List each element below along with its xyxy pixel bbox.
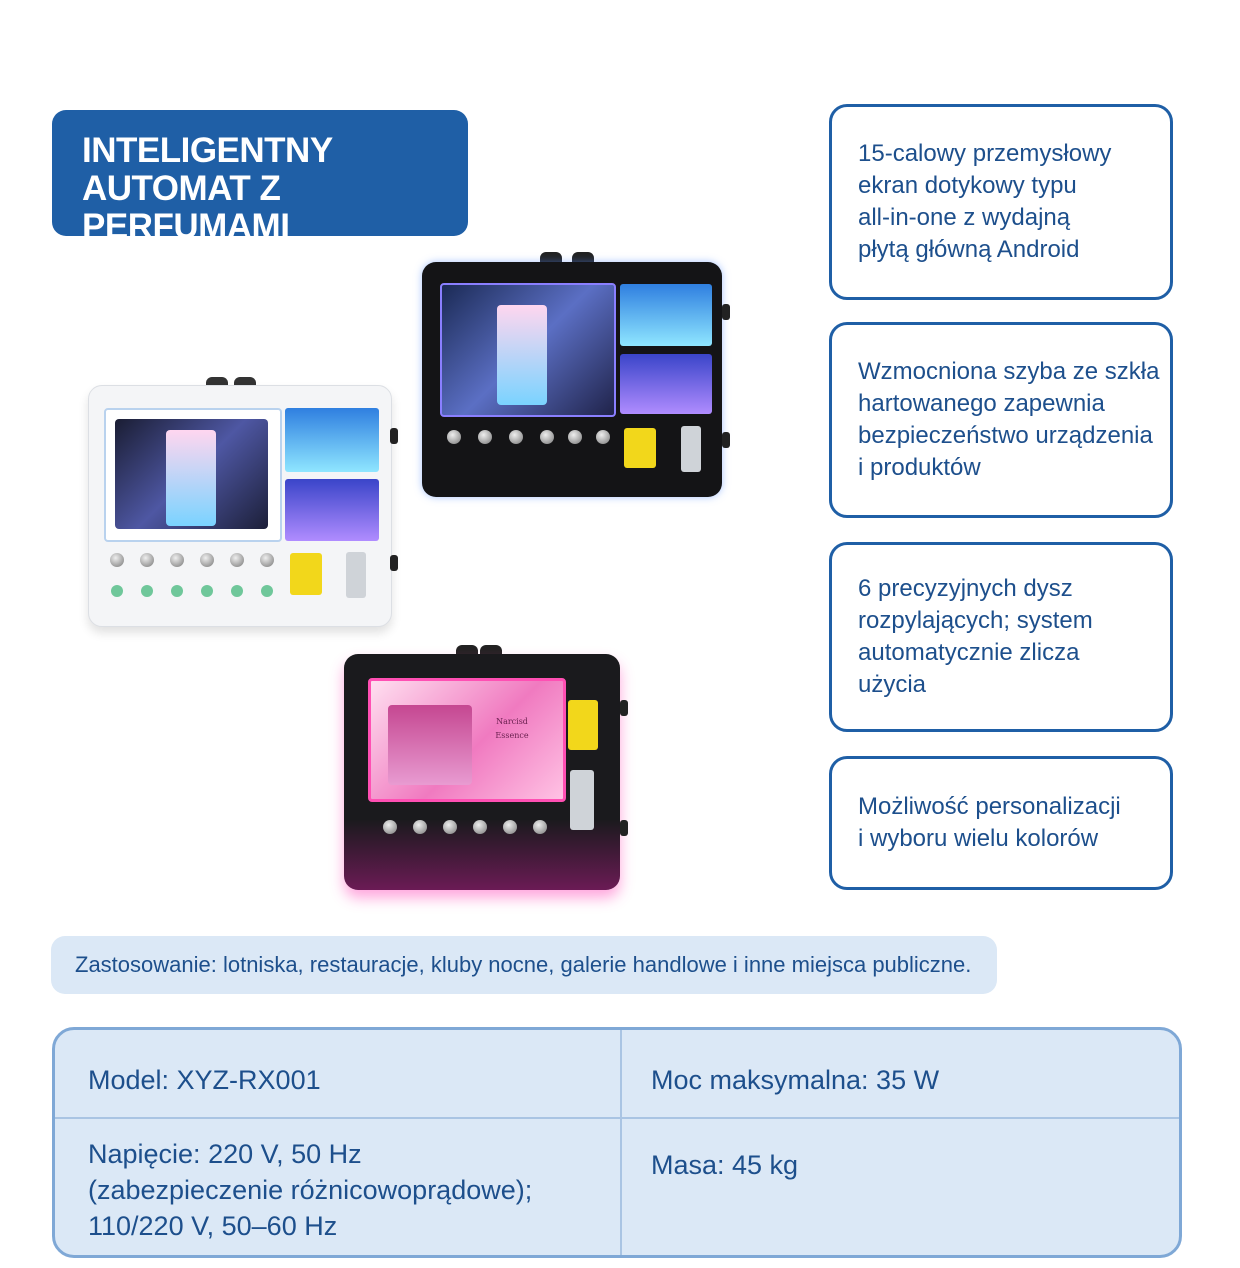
feature-text: hartowanego zapewnia <box>858 390 1105 417</box>
feature-text: automatycznie zlicza <box>858 639 1080 666</box>
usage-banner <box>51 936 997 994</box>
spec-model: Model: XYZ-RX001 <box>88 1065 321 1095</box>
title-line-1: INTELIGENTNY <box>82 131 333 170</box>
feature-text: i produktów <box>858 454 981 481</box>
feature-text: rozpylających; system <box>858 607 1093 634</box>
title-line-2: AUTOMAT Z PERFUMAMI <box>82 169 290 246</box>
feature-box-glass <box>829 322 1173 518</box>
feature-box-customization <box>829 756 1173 890</box>
feature-text: all-in-one z wydajną <box>858 204 1071 231</box>
feature-text: płytą główną Android <box>858 236 1080 263</box>
feature-text: użycia <box>858 671 927 698</box>
specs-table <box>52 1027 1182 1258</box>
feature-box-nozzles <box>829 542 1173 732</box>
feature-box-touchscreen <box>829 104 1173 300</box>
spec-voltage-line: 110/220 V, 50–60 Hz <box>88 1211 338 1241</box>
spec-voltage <box>88 1136 532 1244</box>
feature-text: ekran dotykowy typu <box>858 172 1077 199</box>
title-banner <box>52 110 468 246</box>
spec-voltage-line: Napięcie: 220 V, 50 Hz <box>88 1139 362 1169</box>
usage-text: Zastosowanie: lotniska, restauracje, kluby nocne, galerie handlowe i inne miejsca publiczne. <box>75 952 972 977</box>
spec-power: Moc maksymalna: 35 W <box>651 1065 940 1095</box>
feature-text: 15-calowy przemysłowy <box>858 140 1112 167</box>
feature-text: Wzmocniona szyba ze szkła <box>858 358 1160 385</box>
spec-mass: Masa: 45 kg <box>651 1150 799 1180</box>
pink-screen-product-name: Narcisd Essence <box>495 717 529 740</box>
feature-text: bezpieczeństwo urządzenia <box>858 422 1153 449</box>
spec-voltage-line: (zabezpieczenie różnicowoprądowe); <box>88 1175 533 1205</box>
feature-text: 6 precyzyjnych dysz <box>858 575 1073 602</box>
feature-text: i wyboru wielu kolorów <box>858 825 1099 852</box>
feature-text: Możliwość personalizacji <box>858 793 1121 820</box>
